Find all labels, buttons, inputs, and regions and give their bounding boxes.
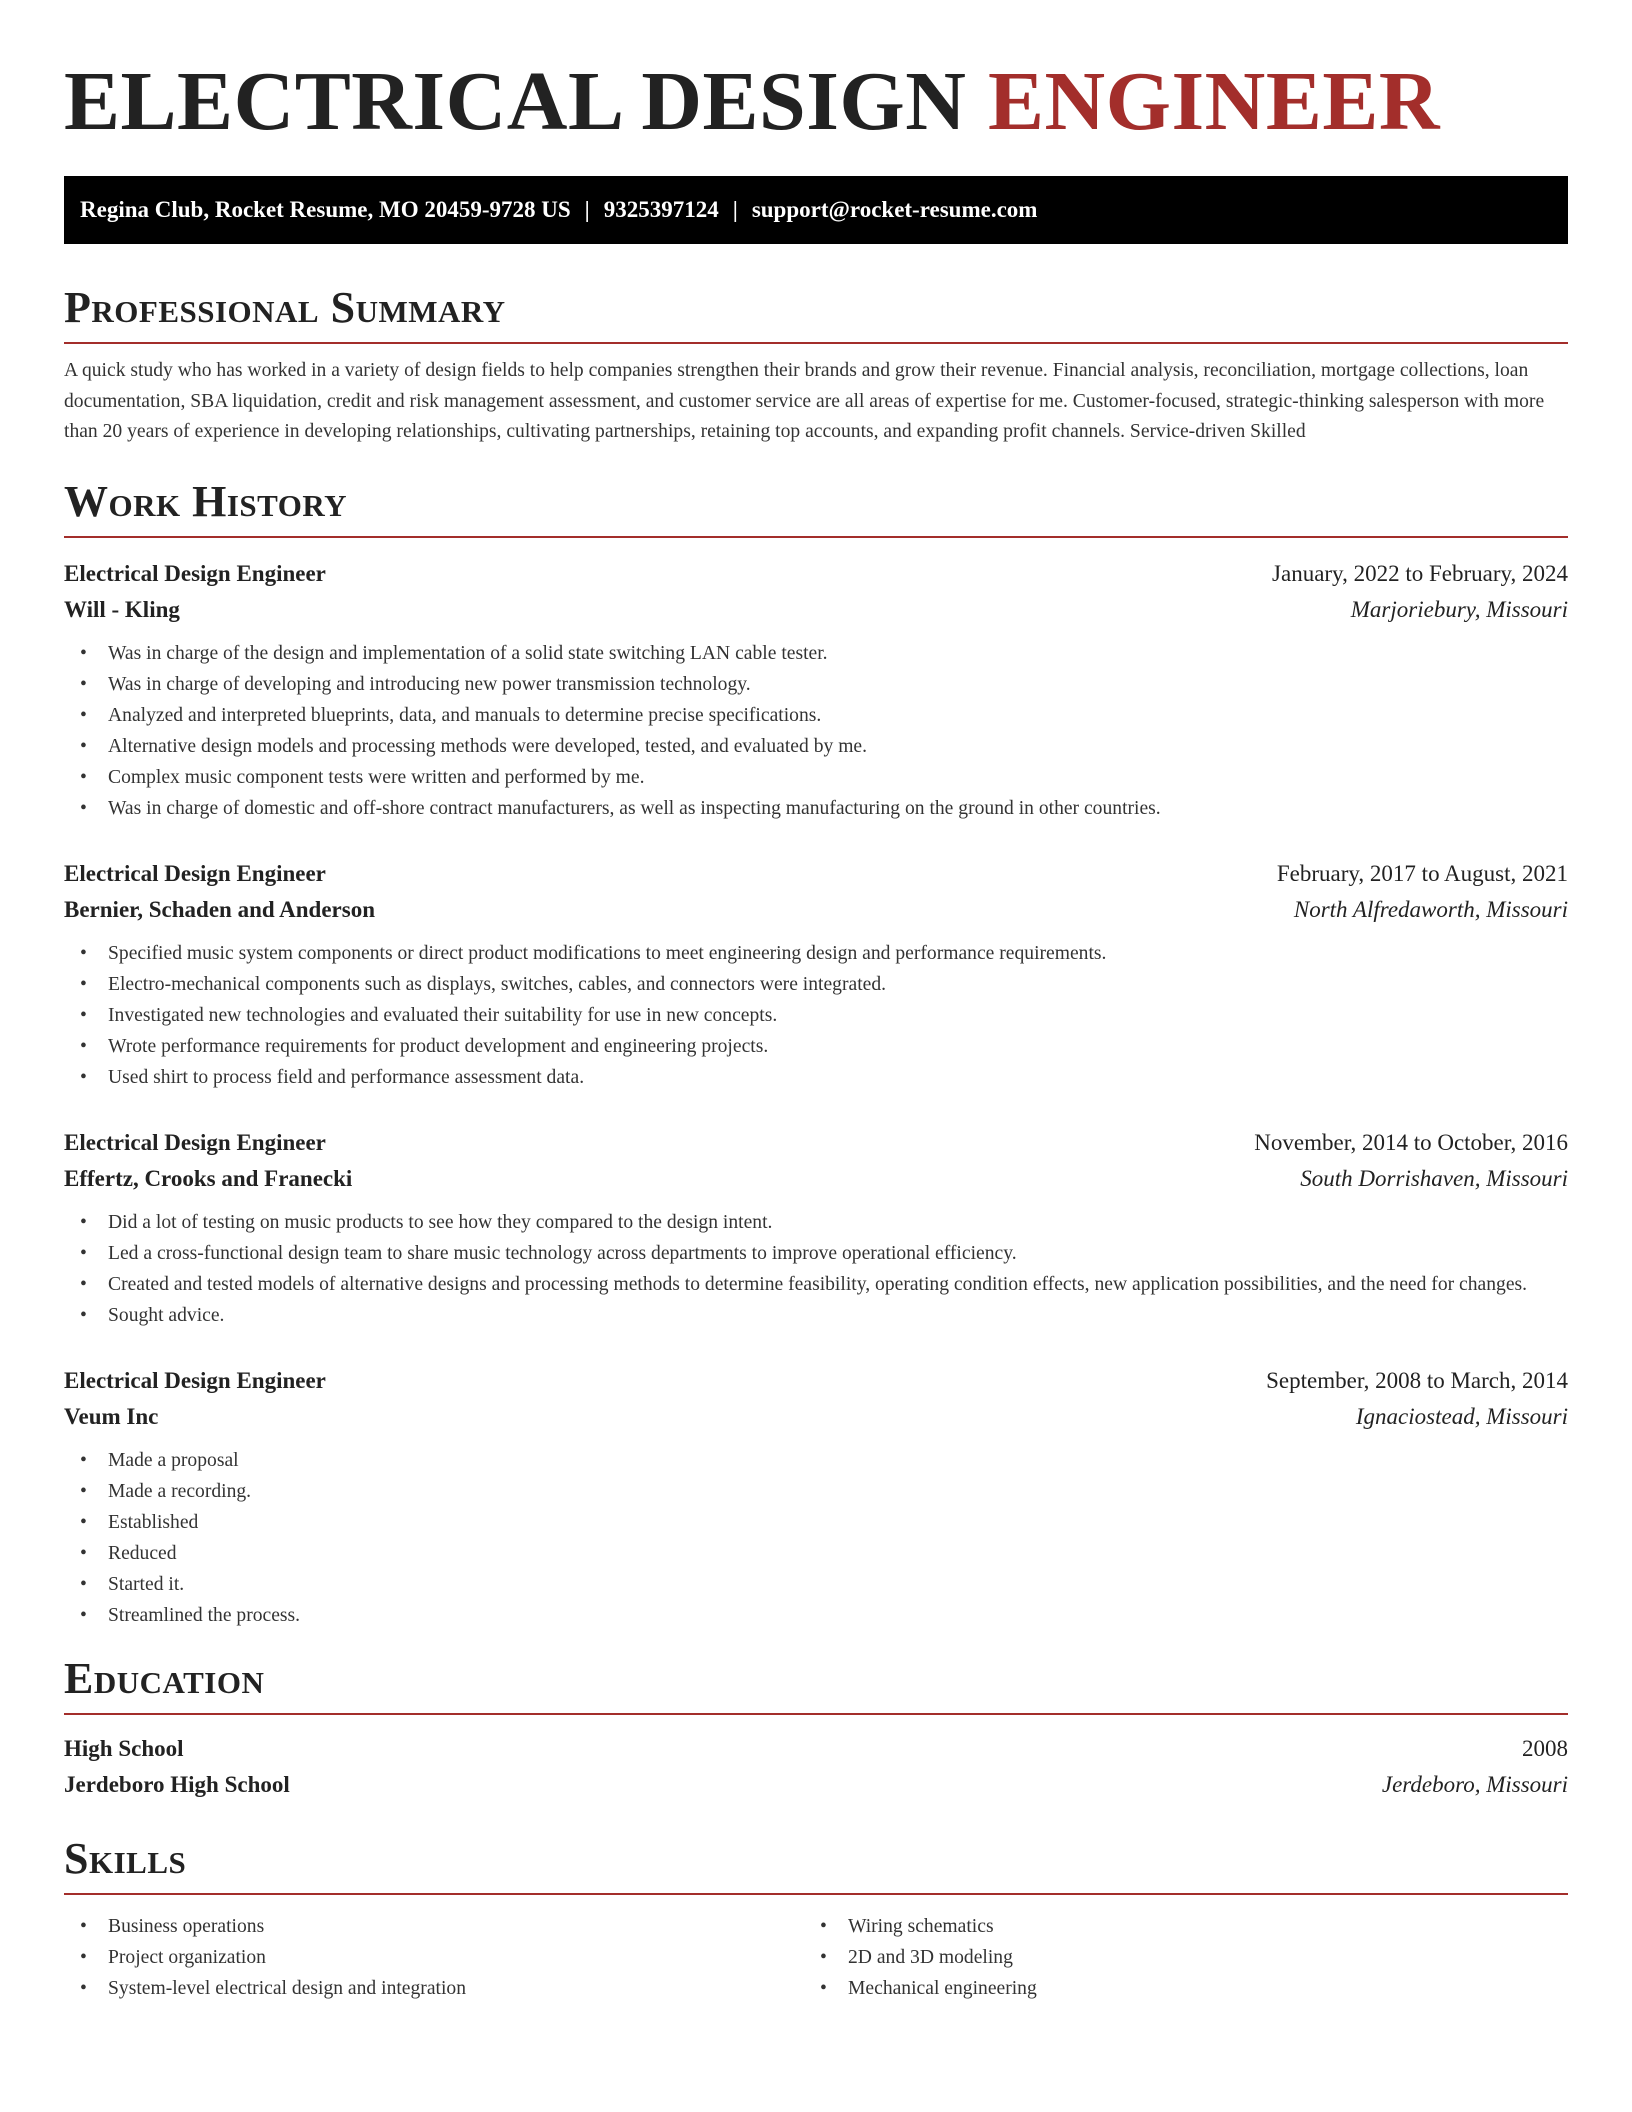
section-divider <box>64 1713 1568 1715</box>
list-item <box>64 731 1568 762</box>
contact-phone: 9325397124 <box>603 197 719 222</box>
list-item-text: Wrote performance requirements for product development and engineering projects. <box>108 1035 769 1057</box>
list-item <box>64 762 1568 793</box>
education-year: 2008 <box>1522 1735 1568 1761</box>
job-dates: November, 2014 to October, 2016 <box>1254 1129 1568 1155</box>
list-item-text: Made a recording. <box>108 1480 252 1502</box>
list-item-text: Alternative design models and processing methods were developed, tested, and evaluated by me. <box>108 735 868 757</box>
section-title-education: Education <box>64 1653 265 1703</box>
job-header-row <box>64 1363 1568 1399</box>
bullet-icon: • <box>80 1273 87 1295</box>
bullet-icon: • <box>80 1977 87 1999</box>
page-title <box>64 56 1568 148</box>
section-divider <box>64 342 1568 344</box>
job-location: Marjoriebury, Missouri <box>1350 596 1568 622</box>
job-bullet-list <box>64 1207 1568 1331</box>
list-item-text: Analyzed and interpreted blueprints, data, and manuals to determine precise specifications. <box>108 704 822 726</box>
list-item <box>64 1062 1568 1093</box>
list-item <box>64 1911 804 1942</box>
list-item <box>64 1031 1568 1062</box>
job-entry <box>64 1363 1568 1631</box>
job-location: South Dorrishaven, Missouri <box>1300 1165 1568 1191</box>
bullet-icon: • <box>80 1035 87 1057</box>
list-item-text: Wiring schematics <box>848 1915 994 1937</box>
list-item <box>804 1973 1544 2004</box>
job-entry <box>64 1125 1568 1331</box>
bullet-icon: • <box>80 642 87 664</box>
contact-email: support@rocket-resume.com <box>751 197 1038 222</box>
bullet-icon: • <box>820 1915 827 1937</box>
list-item <box>64 1476 1568 1507</box>
job-bullet-list <box>64 1445 1568 1631</box>
list-item-text: Business operations <box>108 1915 265 1937</box>
list-item-text: Streamlined the process. <box>108 1604 301 1626</box>
bullet-icon: • <box>80 673 87 695</box>
list-item-text: Complex music component tests were written and performed by me. <box>108 766 645 788</box>
education-degree: High School <box>64 1735 184 1761</box>
job-header-row <box>64 1125 1568 1161</box>
list-item-text: Sought advice. <box>108 1304 225 1326</box>
bullet-icon: • <box>80 1573 87 1595</box>
job-company: Will - Kling <box>64 596 180 622</box>
job-dates: February, 2017 to August, 2021 <box>1276 860 1568 886</box>
list-item-text: Used shirt to process field and performance assessment data. <box>108 1066 585 1088</box>
contact-separator: | <box>584 197 590 222</box>
bullet-icon: • <box>80 1211 87 1233</box>
list-item-text: Investigated new technologies and evaluated their suitability for use in new concepts. <box>108 1004 778 1026</box>
job-role: Electrical Design Engineer <box>64 560 326 586</box>
bullet-icon: • <box>80 1066 87 1088</box>
bullet-icon: • <box>80 1946 87 1968</box>
job-company: Effertz, Crooks and Franecki <box>64 1165 353 1191</box>
section-title-skills: Skills <box>64 1833 187 1883</box>
job-company: Veum Inc <box>64 1403 159 1429</box>
section-divider <box>64 1893 1568 1895</box>
list-item-text: Project organization <box>108 1946 266 1968</box>
list-item-text: Was in charge of domestic and off-shore contract manufacturers, as well as inspecting manufacturing on the ground in other countries. <box>108 797 1161 819</box>
bullet-icon: • <box>820 1977 827 1999</box>
list-item-text: Created and tested models of alternative designs and processing methods to determine feasibility, operating condition effects, new application possibilities, and the need for changes. <box>108 1273 1528 1295</box>
job-location: Ignaciostead, Missouri <box>1355 1403 1568 1429</box>
list-item <box>64 1207 1568 1238</box>
name-accent: ENGINEER <box>987 55 1441 148</box>
bullet-icon: • <box>80 1511 87 1533</box>
job-company-row <box>64 892 1568 928</box>
summary-text: A quick study who has worked in a variety of design fields to help companies strengthen their brands and grow their revenue. Financial analysis, reconciliation, mortgage collections, loan documentation, SBA liquidation, credit and risk management assessment, and customer service are all areas of expertise for me. Customer-focused, strategic-thinking salesperson with more than 20 years of experience in developing relationships, cultivating partnerships, retaining top accounts, and expanding profit channels. Service-driven Skilled <box>64 360 1545 442</box>
job-entry <box>64 856 1568 1093</box>
list-item-text: Specified music system components or direct product modifications to meet engineering design and performance requirements. <box>108 942 1107 964</box>
bullet-icon: • <box>80 1449 87 1471</box>
list-item <box>64 1600 1568 1631</box>
list-item <box>64 969 1568 1000</box>
bullet-icon: • <box>80 704 87 726</box>
job-entry <box>64 556 1568 824</box>
job-location: North Alfredaworth, Missouri <box>1293 896 1568 922</box>
job-bullet-list <box>64 638 1568 824</box>
education-entry <box>64 1731 1568 1803</box>
job-company-row <box>64 592 1568 628</box>
bullet-icon: • <box>820 1946 827 1968</box>
bullet-icon: • <box>80 1304 87 1326</box>
list-item-text: Electro-mechanical components such as displays, switches, cables, and connectors were integrated. <box>108 973 887 995</box>
list-item-text: 2D and 3D modeling <box>848 1946 1013 1968</box>
job-dates: January, 2022 to February, 2024 <box>1272 560 1568 586</box>
bullet-icon: • <box>80 766 87 788</box>
job-bullet-list <box>64 938 1568 1093</box>
list-item <box>64 1973 804 2004</box>
list-item <box>64 1238 1568 1269</box>
list-item <box>64 1507 1568 1538</box>
bullet-icon: • <box>80 797 87 819</box>
contact-separator: | <box>732 197 738 222</box>
list-item <box>64 1569 1568 1600</box>
skills-section <box>64 1833 1568 2004</box>
summary-section <box>64 282 1568 448</box>
list-item-text: Did a lot of testing on music products to see how they compared to the design intent. <box>108 1211 773 1233</box>
job-role: Electrical Design Engineer <box>64 860 326 886</box>
job-header-row <box>64 556 1568 592</box>
job-dates: September, 2008 to March, 2014 <box>1266 1367 1568 1393</box>
name-main: ELECTRICAL DESIGN <box>64 55 988 148</box>
list-item <box>64 1300 1568 1331</box>
contact-address: Regina Club, Rocket Resume, MO 20459-9728 US <box>80 197 571 222</box>
skills-list-right <box>804 1911 1544 2004</box>
list-item <box>64 938 1568 969</box>
list-item-text: Was in charge of developing and introducing new power transmission technology. <box>108 673 751 695</box>
list-item-text: Mechanical engineering <box>848 1977 1037 1999</box>
bullet-icon: • <box>80 1915 87 1937</box>
education-location: Jerdeboro, Missouri <box>1381 1771 1568 1797</box>
job-company-row <box>64 1399 1568 1435</box>
list-item <box>64 1269 1568 1300</box>
job-header-row <box>64 856 1568 892</box>
list-item <box>64 669 1568 700</box>
job-company-row <box>64 1161 1568 1197</box>
section-title-work-history: Work History <box>64 476 348 526</box>
job-role: Electrical Design Engineer <box>64 1367 326 1393</box>
contact-bar <box>64 176 1568 244</box>
education-header-row <box>64 1731 1568 1767</box>
section-title-summary: Professional Summary <box>64 283 506 332</box>
job-role: Electrical Design Engineer <box>64 1129 326 1155</box>
list-item <box>64 1538 1568 1569</box>
list-item-text: Was in charge of the design and implementation of a solid state switching LAN cable tester. <box>108 642 828 664</box>
bullet-icon: • <box>80 1004 87 1026</box>
bullet-icon: • <box>80 942 87 964</box>
list-item <box>64 1942 804 1973</box>
skills-columns <box>64 1911 1568 2004</box>
bullet-icon: • <box>80 1604 87 1626</box>
skills-list-left <box>64 1911 804 2004</box>
bullet-icon: • <box>80 1242 87 1264</box>
bullet-icon: • <box>80 1480 87 1502</box>
list-item <box>804 1942 1544 1973</box>
list-item <box>64 1000 1568 1031</box>
list-item <box>64 1445 1568 1476</box>
list-item-text: Led a cross-functional design team to share music technology across departments to improve operational efficiency. <box>108 1242 1017 1264</box>
section-divider <box>64 536 1568 538</box>
list-item <box>64 638 1568 669</box>
bullet-icon: • <box>80 973 87 995</box>
job-company: Bernier, Schaden and Anderson <box>64 896 375 922</box>
list-item-text: Established <box>108 1511 199 1533</box>
list-item-text: Made a proposal <box>108 1449 239 1471</box>
bullet-icon: • <box>80 1542 87 1564</box>
education-school-row <box>64 1767 1568 1803</box>
list-item-text: System-level electrical design and integration <box>108 1977 467 1999</box>
list-item <box>64 700 1568 731</box>
work-history-section <box>64 476 1568 1631</box>
list-item <box>64 793 1568 824</box>
list-item-text: Started it. <box>108 1573 185 1595</box>
education-school: Jerdeboro High School <box>64 1771 290 1797</box>
list-item-text: Reduced <box>108 1542 177 1564</box>
list-item <box>804 1911 1544 1942</box>
education-section <box>64 1653 1568 1803</box>
bullet-icon: • <box>80 735 87 757</box>
